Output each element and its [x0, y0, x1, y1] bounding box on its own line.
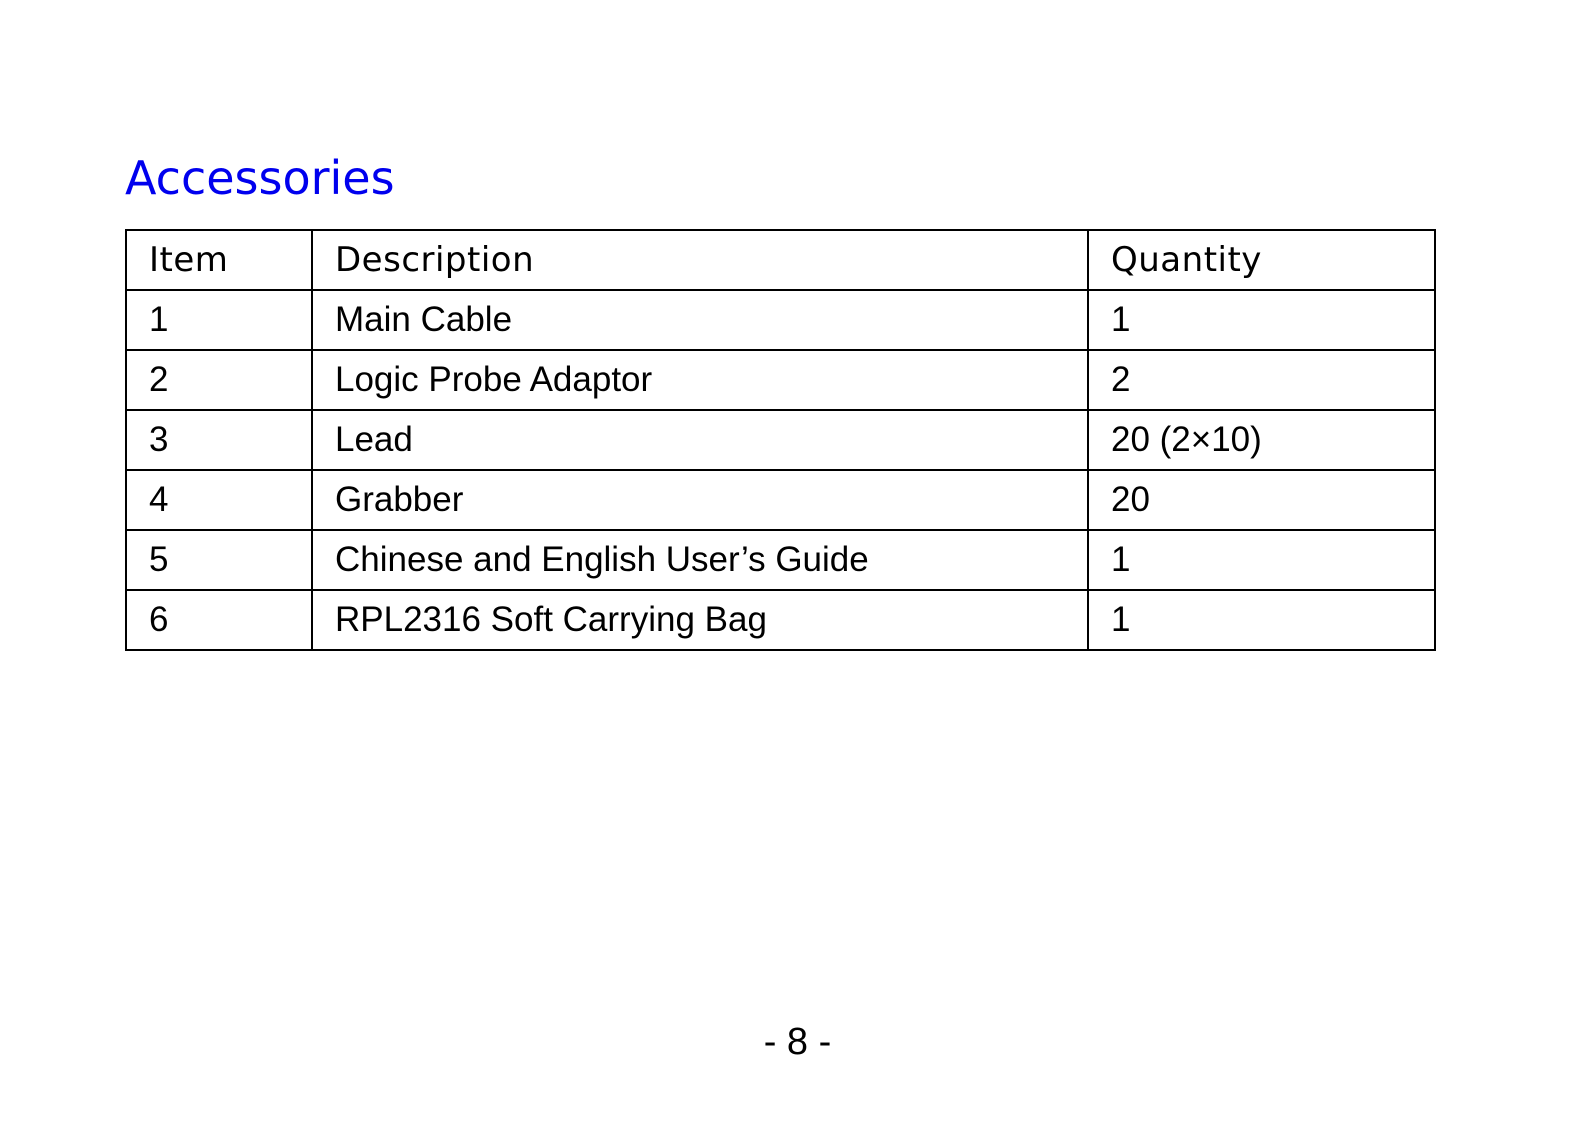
- table-row: [126, 350, 1435, 410]
- header-description: Description: [312, 230, 1088, 290]
- item-description: Logic Probe Adaptor: [312, 350, 1088, 410]
- table-row: [126, 410, 1435, 470]
- table-row: [126, 590, 1435, 650]
- item-description: Main Cable: [312, 290, 1088, 350]
- item-number: 5: [126, 530, 312, 590]
- item-quantity: 1: [1088, 290, 1435, 350]
- item-number: 2: [126, 350, 312, 410]
- header-item: Item: [126, 230, 312, 290]
- table-row: [126, 470, 1435, 530]
- item-quantity: 1: [1088, 530, 1435, 590]
- item-number: 6: [126, 590, 312, 650]
- table-row: [126, 290, 1435, 350]
- item-number: 1: [126, 290, 312, 350]
- item-number: 3: [126, 410, 312, 470]
- item-number: 4: [126, 470, 312, 530]
- item-quantity: 1: [1088, 590, 1435, 650]
- item-description: Lead: [312, 410, 1088, 470]
- item-description: RPL2316 Soft Carrying Bag: [312, 590, 1088, 650]
- accessories-table: [125, 229, 1436, 651]
- item-description: Chinese and English User’s Guide: [312, 530, 1088, 590]
- page-number: - 8 -: [763, 1021, 832, 1063]
- header-quantity: Quantity: [1088, 230, 1435, 290]
- table-row: [126, 530, 1435, 590]
- item-quantity: 2: [1088, 350, 1435, 410]
- table-header-row: [126, 230, 1435, 290]
- item-description: Grabber: [312, 470, 1088, 530]
- item-quantity: 20: [1088, 470, 1435, 530]
- item-quantity: 20 (2×10): [1088, 410, 1435, 470]
- page-title: Accessories: [125, 151, 395, 205]
